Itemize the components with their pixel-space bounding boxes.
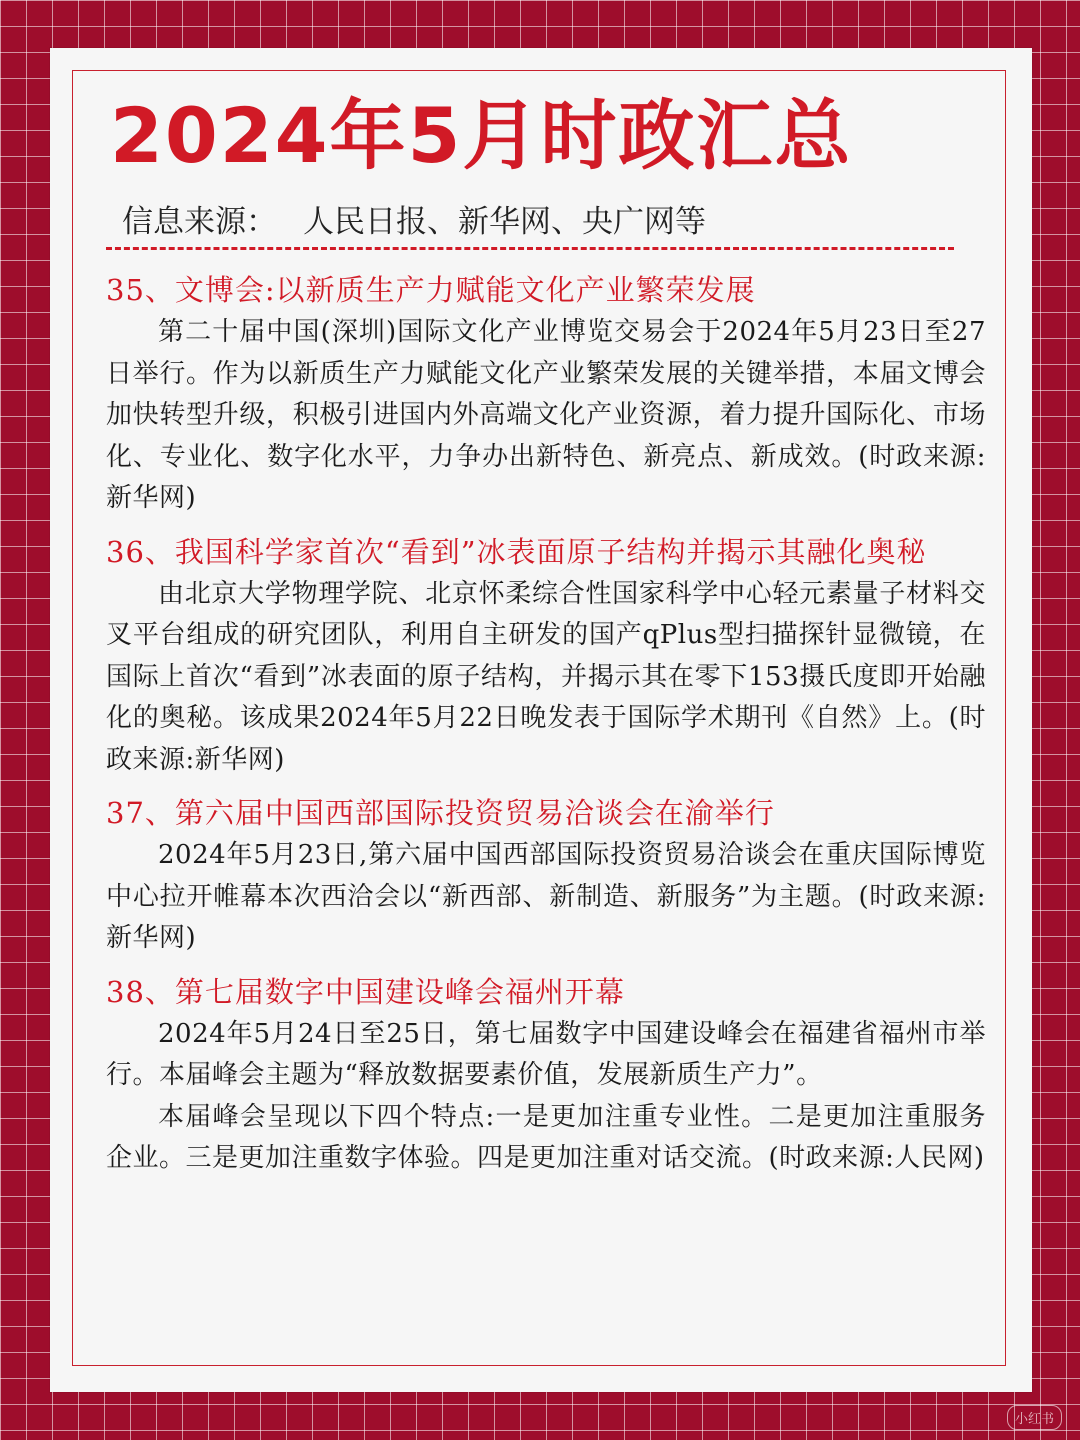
news-heading: 37、第六届中国西部国际投资贸易洽谈会在渝举行 bbox=[106, 796, 775, 830]
document-card bbox=[50, 48, 1032, 1392]
page-title: 2024年5月时政汇总 bbox=[110, 91, 853, 180]
news-item-38 bbox=[106, 970, 986, 1180]
source-value: 人民日报、新华网、央广网等 bbox=[303, 204, 706, 240]
dashed-divider bbox=[106, 247, 954, 250]
news-paragraph: 第二十届中国(深圳)国际文化产业博览交易会于2024年5月23日至27日举行。作为以新质生产力赋能文化产业繁荣发展的关键举措，本届文博会加快转型升级，积极引进国内外高端文化产业资源，着力提升国际化、市场化、专业化、数字化水平，力争办出新特色、新亮点、新成效。(时政来源:新华网) bbox=[106, 317, 986, 513]
source-line bbox=[122, 196, 706, 241]
news-paragraph: 本届峰会呈现以下四个特点:一是更加注重专业性。二是更加注重服务企业。三是更加注重数字体验。四是更加注重对话交流。(时政来源:人民网) bbox=[106, 1101, 986, 1173]
news-heading: 38、第七届数字中国建设峰会福州开幕 bbox=[106, 974, 625, 1009]
news-paragraph: 2024年5月24日至25日，第七届数字中国建设峰会在福建省福州市举行。本届峰会主题为“释放数据要素价值，发展新质生产力”。 bbox=[106, 1018, 986, 1090]
news-item-35 bbox=[106, 268, 986, 520]
watermark-logo: 小红书 bbox=[1007, 1405, 1062, 1430]
news-heading: 36、我国科学家首次“看到”冰表面原子结构并揭示其融化奥秘 bbox=[106, 534, 927, 569]
news-item-36 bbox=[106, 530, 986, 782]
news-list bbox=[106, 268, 986, 1180]
news-heading: 35、文博会:以新质生产力赋能文化产业繁荣发展 bbox=[106, 273, 756, 307]
news-paragraph: 2024年5月23日,第六届中国西部国际投资贸易洽谈会在重庆国际博览中心拉开帷幕本次西洽会以“新西部、新制造、新服务”为主题。(时政来源:新华网) bbox=[106, 840, 986, 953]
source-label: 信息来源： bbox=[122, 204, 277, 240]
news-item-37 bbox=[106, 791, 986, 960]
news-paragraph: 由北京大学物理学院、北京怀柔综合性国家科学中心轻元素量子材料交叉平台组成的研究团队，利用自主研发的国产qPlus型扫描探针显微镜，在国际上首次“看到”冰表面的原子结构，并揭示其在零下153摄氏度即开始融化的奥秘。该成果2024年5月22日晚发表于国际学术期刊《自然》上。(时政来源:新华网) bbox=[106, 578, 986, 775]
